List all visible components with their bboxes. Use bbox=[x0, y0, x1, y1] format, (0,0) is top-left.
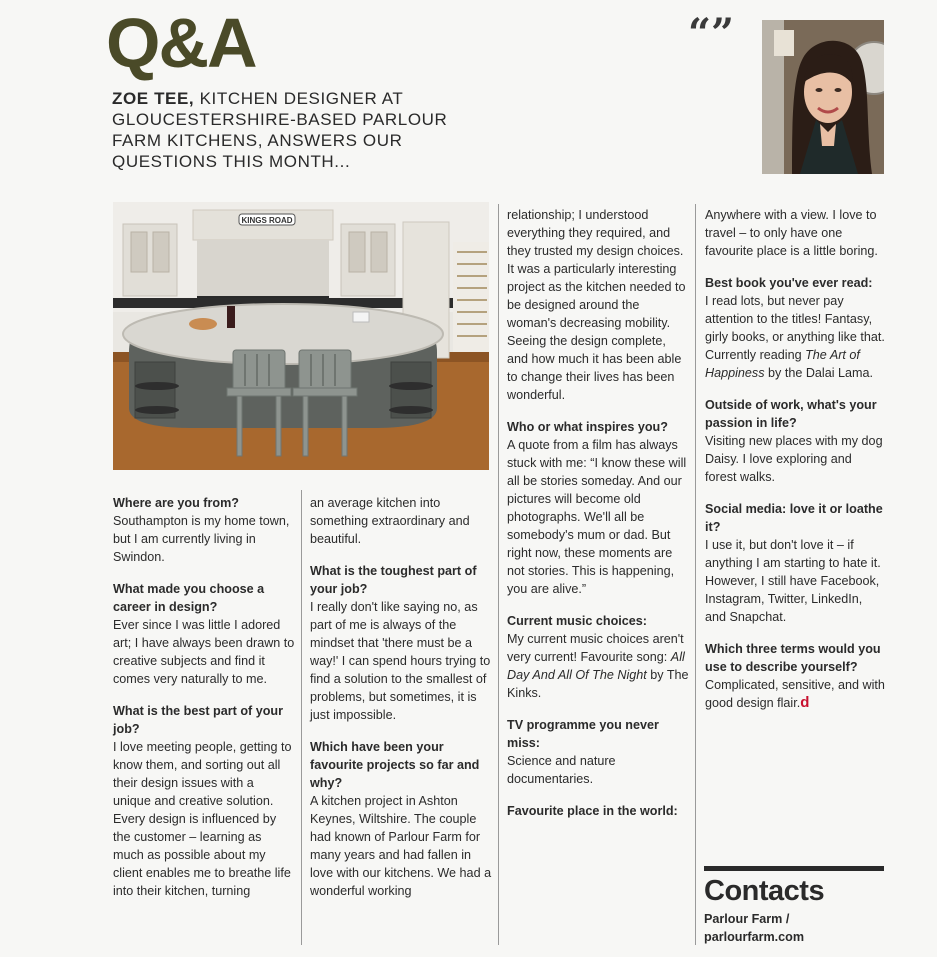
question: Who or what inspires you? bbox=[507, 420, 668, 434]
qa-item bbox=[507, 206, 689, 404]
qa-item bbox=[705, 396, 885, 486]
question: Best book you've ever read: bbox=[705, 276, 873, 290]
contacts-text bbox=[704, 910, 804, 946]
qa-item bbox=[705, 274, 885, 382]
qa-item bbox=[113, 702, 295, 900]
answer: I really don't like saying no, as part of me is always of the mindset that 'there must be a way!' I can spend hours trying to find a solution to the smallest of problems, but sometimes, it is just impossible. bbox=[310, 600, 491, 722]
question: What is the toughest part of your job? bbox=[310, 564, 477, 596]
portrait-illustration bbox=[762, 20, 884, 174]
question: Social media: love it or loathe it? bbox=[705, 502, 883, 534]
qa-item bbox=[705, 500, 885, 626]
intro-text: KITCHEN DESIGNER AT GLOUCESTERSHIRE-BASED PARLOUR FARM KITCHENS, ANSWERS OUR QUESTIONS THIS MONTH... bbox=[112, 89, 448, 171]
kitchen-illustration bbox=[113, 202, 489, 470]
question: Where are you from? bbox=[113, 496, 239, 510]
qa-item bbox=[705, 206, 885, 260]
answer: Ever since I was little I adored art; I have always been drawn to creative subjects and find it comes very naturally to me. bbox=[113, 618, 295, 686]
question: Favourite place in the world: bbox=[507, 804, 678, 818]
text-column-3 bbox=[507, 206, 689, 834]
answer: I read lots, but never pay attention to the titles! Fantasy, girly books, or anything like that. Currently reading bbox=[705, 294, 885, 362]
column-rule bbox=[498, 204, 499, 945]
question: What made you choose a career in design? bbox=[113, 582, 265, 614]
qa-item bbox=[310, 562, 492, 724]
song-title: All Day And All Of The Night bbox=[507, 650, 685, 682]
kitchen-photo bbox=[113, 202, 489, 470]
portrait-photo bbox=[762, 20, 884, 174]
quote-mark-icon: “” bbox=[688, 10, 735, 57]
answer: Visiting new places with my dog Daisy. I love exploring and forest walks. bbox=[705, 434, 883, 484]
qa-item bbox=[507, 612, 689, 702]
book-title: The Art of Happiness bbox=[705, 348, 860, 380]
answer: I use it, but don't love it – if anything I am starting to hate it. However, I still have Facebook, Instagram, Twitter, LinkedIn, and Snapchat. bbox=[705, 538, 881, 624]
question: Outside of work, what's your passion in life? bbox=[705, 398, 877, 430]
question: Which have been your favourite projects so far and why? bbox=[310, 740, 480, 790]
text-column-1 bbox=[113, 494, 295, 914]
answer: relationship; I understood everything they required, and they trusted my design choices. It was a particularly interesting project as the kitchen needed to be designed around the woman's decreasing mobility. Seeing the design complete, and how much it has been able to change their lives has been wonderful. bbox=[507, 208, 686, 402]
qa-item bbox=[310, 494, 492, 548]
text-column-4 bbox=[705, 206, 885, 726]
qa-item bbox=[310, 738, 492, 900]
answer: A kitchen project in Ashton Keynes, Wiltshire. The couple had known of Parlour Farm for many years and had fallen in love with our kitchens. We had a wonderful working bbox=[310, 794, 492, 898]
qa-item bbox=[507, 802, 689, 820]
question: Current music choices: bbox=[507, 614, 647, 628]
kings-road-sign: KINGS ROAD bbox=[241, 216, 293, 225]
answer: A quote from a film has always stuck with me: “I know these will all be stories someday. And our pictures will become old photographs. We'll all be somebody's mum or dad. But right now, these moments are not stories. This is happening, you are alive.” bbox=[507, 438, 687, 596]
answer: an average kitchen into something extraordinary and beautiful. bbox=[310, 496, 470, 546]
contacts-company: Parlour Farm / bbox=[704, 912, 790, 926]
question: TV programme you never miss: bbox=[507, 718, 659, 750]
answer: Science and nature documentaries. bbox=[507, 754, 616, 786]
answer-cont: by The Kinks. bbox=[507, 668, 689, 700]
answer: My current music choices aren't very current! Favourite song: bbox=[507, 632, 684, 664]
intro-name: ZOE TEE, bbox=[112, 89, 195, 108]
column-rule bbox=[695, 204, 696, 945]
contacts-title: Contacts bbox=[704, 875, 825, 907]
qa-item bbox=[113, 494, 295, 566]
intro-standfirst bbox=[112, 88, 492, 172]
answer: I love meeting people, getting to know them, and sorting out all their design issues with a unique and creative solution. Every design is influenced by the customer – learning as much as possible about my client enables me to breathe life into their kitchen, turning bbox=[113, 740, 292, 898]
contacts-website: parlourfarm.com bbox=[704, 930, 805, 944]
end-mark-icon: d bbox=[800, 694, 810, 711]
question: Which three terms would you use to describe yourself? bbox=[705, 642, 881, 674]
page-title: Q&A bbox=[106, 4, 256, 82]
answer: Complicated, sensitive, and with good design flair. bbox=[705, 678, 885, 710]
text-column-2 bbox=[310, 494, 492, 914]
column-rule bbox=[301, 490, 302, 945]
qa-item bbox=[113, 580, 295, 688]
qa-item bbox=[705, 640, 885, 712]
qa-item bbox=[507, 418, 689, 598]
answer-cont: by the Dalai Lama. bbox=[764, 366, 874, 380]
answer: Anywhere with a view. I love to travel – to only have one favourite place is a little boring. bbox=[705, 208, 878, 258]
question: What is the best part of your job? bbox=[113, 704, 284, 736]
qa-item bbox=[507, 716, 689, 788]
answer: Southampton is my home town, but I am currently living in Swindon. bbox=[113, 514, 290, 564]
contacts-rule bbox=[704, 866, 884, 871]
